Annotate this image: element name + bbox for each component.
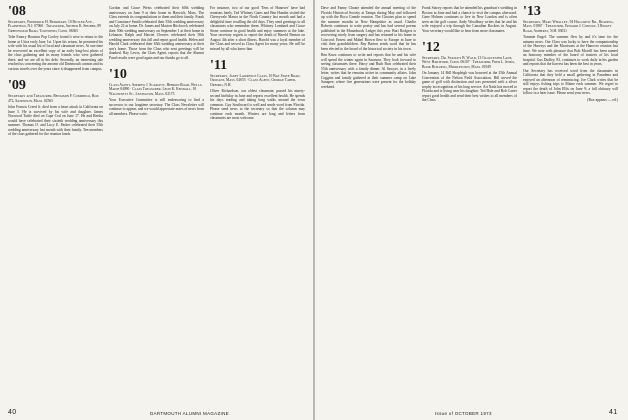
- class-officers: Secretary, Frederick H. Burkhart, 10 Butler Ave., Plainfield, N.J. 07060 · Treasurer, Arthur K. Shuber, 89 Greenwood Road, Townsend, Conn. 06365: [8, 20, 101, 33]
- right-column-2: [422, 4, 517, 394]
- class-officers: Secretary, Dr. Stanley B. Wald, 13 Gloucester Lane, West Hartford, Conn. 06107 · Treasurer, Fred L. Jenks, Book Building, Middletown, Mass. 01949: [422, 56, 516, 69]
- class-notes-text: Oliver Richardson, our oldest classmate, passed his ninety-second birthday in June and reports excellent health. He spends his days reading and taking long walks around the town common. Guy Southward is well and sends word from Florida. Please send news to the secretary so that the column may continue each month. Winters are long and letters from classmates are most welcome.: [210, 89, 305, 121]
- right-column-1: [321, 4, 416, 394]
- class-year-heading: '10: [109, 67, 127, 82]
- left-column-2: [109, 4, 204, 394]
- class-notes-text: Gordon and Grace Weiss celebrated their 60th wedding anniversary on June 9 at their home in Harwich, Mass. The Class extends its congratulations to them and their family. Frank and Constance Smith celebrated their 55th wedding anniversary on July 22 at home. Dr. James and Marion Hitchcock celebrated their 50th wedding anniversary on September 1 at their home in Lebanon. Ralph and Harriet Cleaves celebrated their 50th wedding anniversary this fall and report good health. Helen and Harold Clark celebrated their 65th wedding anniversary at their son's home. Those from the Class who sent greetings will be thanked. Ray Lewis, the Class Agent, reports that the Alumni Fund results were good again and our thanks go to all.: [109, 6, 204, 60]
- left-column-1: [8, 4, 103, 394]
- class-notes-text: Dave and Fanny Choate attended the annual meeting of the Florida Historical Society at Tampa during May and followed up with the Boca Grande reunion. The Choates plan to spend the summer months in New Hampshire as usual. Charlie Roberts continues to write poetry and has had several poems published in the Monadnock Ledger this year. Burt Rodgers is recovering nicely from surgery and has returned to his home in Concord. Ernest and Mabel Brown flew to Europe in June to visit their grandchildren. Ray Barton sends word that he has been elected to the board of the historical society in his town.: [321, 6, 416, 51]
- class-year-heading: '12: [422, 40, 440, 55]
- issue-date-footer: Issue of OCTOBER 1973: [435, 411, 492, 416]
- class-year-heading: '09: [8, 78, 26, 94]
- page-number: 40: [8, 409, 17, 416]
- class-officers: Class Agent, Andrew J. Scarlett, Hebron Road, Wells, Maine 04090 · Class Treasurer, Leon K. Kendall, 18 Wachusett St., Lexington, Mass. 02173: [109, 83, 203, 96]
- class-notes-text: Tommie Engel. The summer flew by and it's time for the autumn news. Our Class was lucky to have the companionship of the Harveys and the Morrisons at the Hanover reunion last June. We note with pleasure that Bob Morrill has been named an honorary member of the board of trustees of his local hospital. Gus Dudley, 83, continues to work daily in his garden and reports that the harvest has been the best in years.: [523, 35, 618, 67]
- class-year-heading: '08: [8, 4, 26, 19]
- class-officers: Secretary and Treasurer, Benjamin F. Cummings, Box 472, Sandwich, Mass. 02563: [8, 94, 99, 103]
- class-year-heading: '13: [523, 4, 541, 19]
- left-column-3: [210, 4, 305, 394]
- class-year-heading: '11: [210, 58, 228, 73]
- left-page: [0, 0, 313, 420]
- right-column-3: [523, 4, 618, 394]
- class-notes-text: Our Secretary has received word from the classmates in California that they held a small gathering in Pasadena and enjoyed an afternoon of reminiscing. Joe Clark writes that he still enjoys fishing trips to Maine each summer. We regret to report the death of John Ellis on June 9; a full obituary will follow in a later issue. Please send your news.: [523, 68, 618, 96]
- magazine-title-footer: DARTMOUTH ALUMNI MAGAZINE: [150, 411, 229, 416]
- class-notes-text: Frank Stacey reports that he attended his grandson's wedding in Boston in June and had a chance to visit the campus afterward. Gene Holmes continues to live in New London and is often seen on the golf course. Andy Woodbury writes that he and his wife enjoyed a trip through the Canadian Rockies in August. Your secretary would like to hear from more classmates.: [422, 6, 517, 33]
- class-officers: Secretary, Marc Whalley, 94 Hillcrest Rd., Reading, Mass. 01867 · Treasurer, Edward J. Conway, 3 Ridley Road, Amherst, N.H. 03031: [523, 20, 614, 33]
- class-notes-text: Ben Knox continues to write and reports that he and his wife will spend the winter again in Sarasota. They look forward to seeing classmates there. Harry and Ruth Burt celebrated their 55th anniversary with a family dinner. Al Sawyer, in a lively letter, writes that he remains active in community affairs. John Coggins and family gathered at their summer camp on Lake Sunapee, where five generations were present for the holiday weekend.: [321, 53, 416, 89]
- class-officers: Secretary, Janet Lawrence Class, 10 Bay State Road, Orleans, Mass. 02653 · Class Agent, George Taber, Orford, N.H.: [210, 74, 301, 87]
- continued-note: (Box appears — ed.): [587, 97, 618, 102]
- class-notes-text: Your Executive Committee is still endeavoring to find a successor to our longtime secretary. The Class Newsletter will continue to appear, and we would appreciate notes of news from all members. Please write.: [109, 98, 204, 116]
- right-page: [315, 0, 628, 420]
- page-number: 41: [609, 409, 618, 416]
- class-notes-text: Tobe Emory Houston Pop Cooley found it wise to return to the home at Utica early June 1st. Upon his return, he presented his wife with his usual list of local and classmate news. At one time he recovered an excellent copy of an early long-lost photo of the class gathering and its many friends who were gathered there, and we are all in his debt. Secondly, an interesting tale reached us concerning the ancient old Dartmouth cannon and its various travels over the years since it disappeared from campus.: [8, 35, 103, 71]
- class-notes-text: For instance, two of our good 'Tens of Hanover' have had reunions lately. Ted Whitney Gates and Ben Hamlin visited the Cheeryvale Manor in the North Country last month and had a delightful time recalling the old days. They send greetings to all classmates who remember them. Whitney Lombard and Grace Stone continue in good health and enjoy summers at the lake. Your secretary regrets to report the death of Harold Benton on August 4th after a short illness. Harold was a loyal member of the Class and served as Class Agent for many years. He will be missed by all who knew him.: [210, 6, 305, 51]
- class-notes-text: On January 14 Bill Shapleigh was honored at the 25th Annual Convention of the Nelson Field Association. Bill served the game of golf with distinction and was presented with a silver trophy in recognition of his long service. Art Nash has moved to Florida and is living near his daughter. Ted Hale and Bob Carter report good health and send their best wishes to all members of the Class.: [422, 71, 517, 103]
- class-notes-text: John Francis Creed Jr. died from a heart attack in California on June 5. He is survived by his wife and daughter. James Norwood Tuttle died on Cape Cod on June 17. He and Bertha would have celebrated their sixtieth wedding anniversary this summer. Thomas O. and Lucy E. Parker celebrated their 55th wedding anniversary last month with their family. Ten members of the class gathered for the reunion lunch.: [8, 105, 103, 137]
